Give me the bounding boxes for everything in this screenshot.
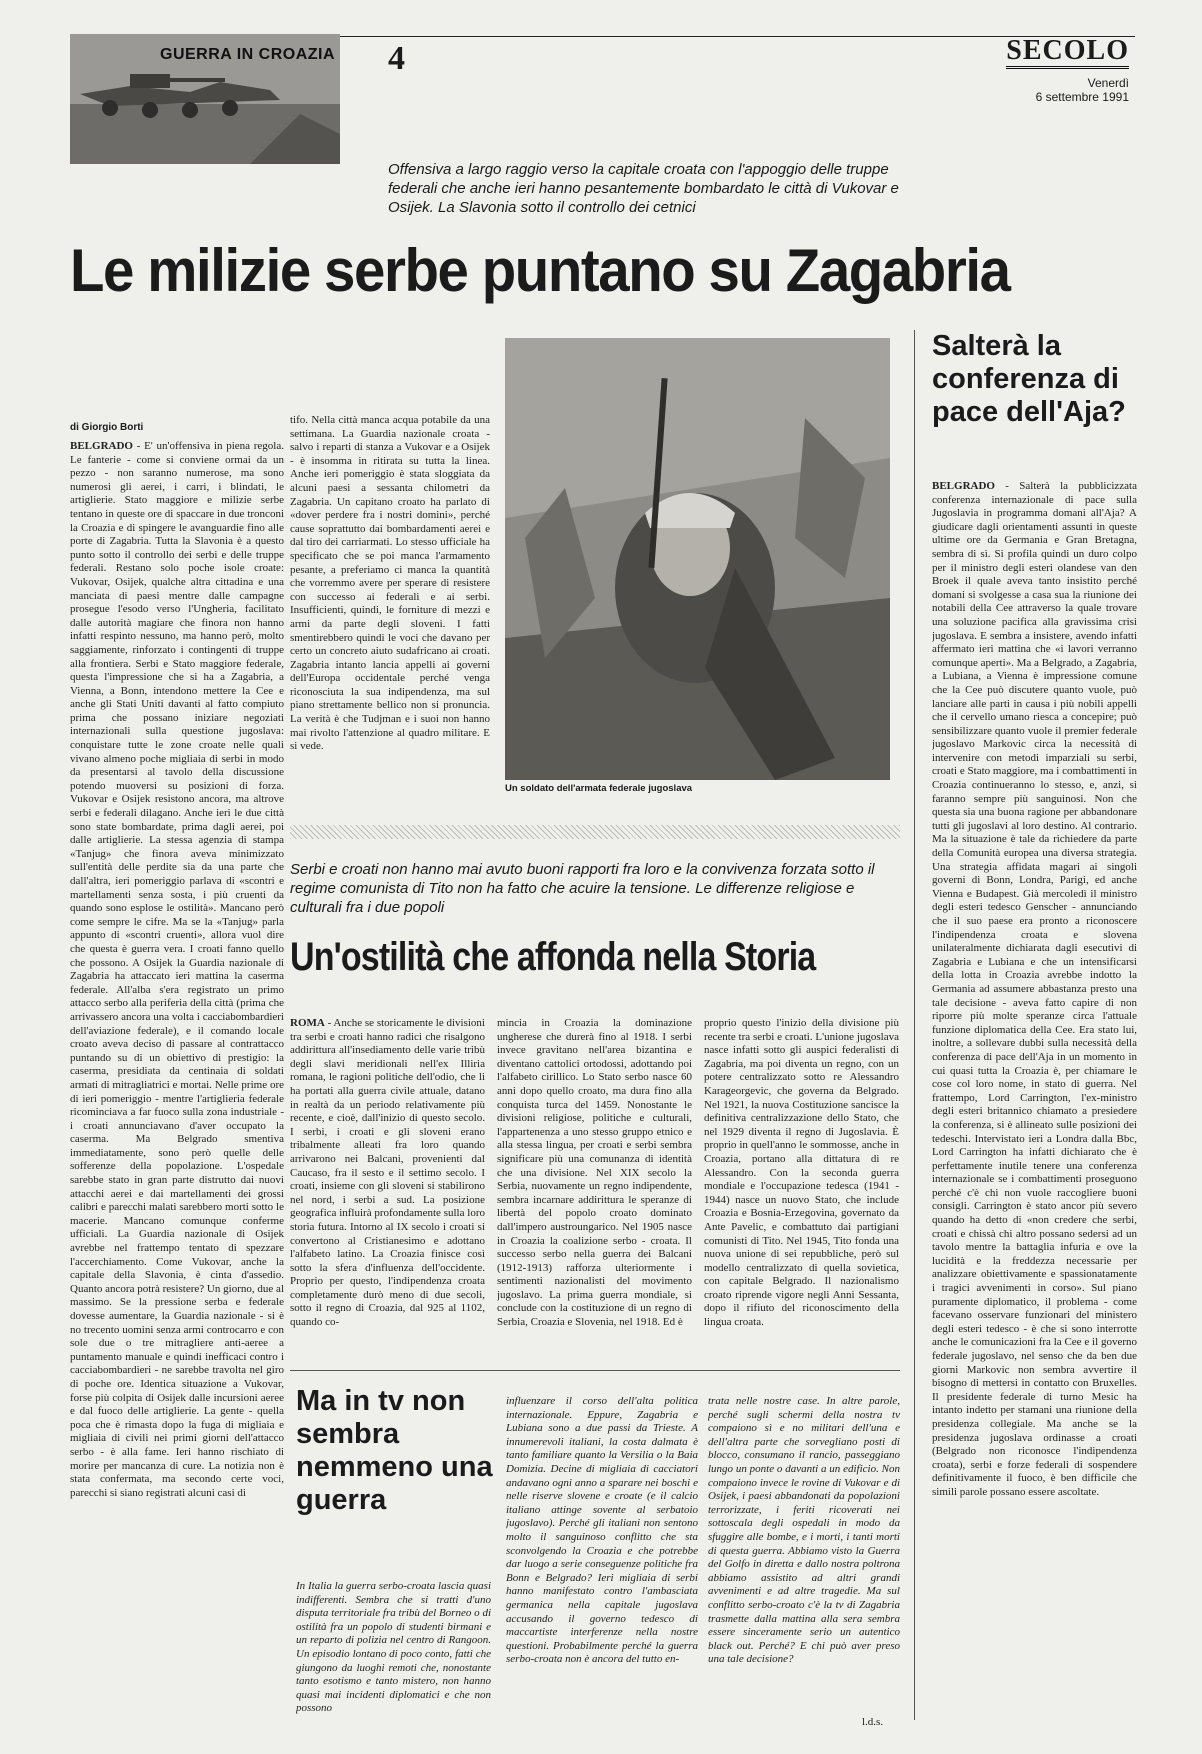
history-column-2: mincia in Croazia la dominazione ungherese che durerà fino al 1918. I serbi invece gravitano nell'area bizantina e diventano cattolici ortodossi, adottando poi l'alfabeto cirillico. Lo Stato serbo nasce 60 anni dopo quello croato, ma dura fino alla conquista turca del 1459. Nonostante le divisioni religiose, politiche e culturali, l'appartenenza a uno stesso gruppo etnico e alla stessa lingua, per croati e serbi sembra significare più una comunanza di identità che una divisione. Nel XIX secolo la Serbia, nuovamente un regno indipendente, sembra incarnare addirittura le speranze di libertà del popolo croato dominato dall'impero austroungarico. Nel 1905 nasce in Croazia la coalizione serbo - croata. Il successo serbo nella guerra dei Balcani (1912-1913) rafforza ulteriormente i sentimenti nazionalisti del movimento jugoslavo. La prima guerra mondiale, si conclude con la costituzione di un regno di Serbia, Croazia e Slovenia, nel 1918. Ed è bbox=[497, 1017, 692, 1329]
main-article-column-2: tifo. Nella città manca acqua potabile da una settimana. La Guardia nazionale croata - salvo i reparti di stanza a Vukovar e a Osijek - è insomma in ritirata su tutta la linea. Anche ieri pomeriggio è stata sloggiata da alcuni paesi a sessanta chilometri da Zagabria. Un capitano croato ha parlato di «dover perdere fra i nostri domini», perché cause soprattutto dai bombardamenti aerei e dal tiro dei carriarmati. Lo stesso ufficiale ha specificato che se poi manca l'armamento pesante, a preferiamo ci manca la quantità che vorremmo avere per sperare di resistere con successo ai federali e ai serbi. Insufficienti, quindi, le forniture di mezzi e armi da parte degli sloveni. I fatti smentirebbero quindi le voci che davano per certo un concreto aiuto sudafricano ai croati. Zagabria intanto lancia appelli ai governi dell'Europa occidentale perché venga riconosciuta la sua indipendenza, ma sul piano strettamente bellico non si pronuncia. La verità è che Tudjman e i suoi non hanno mai rivolto l'attenzione al quadro militare. E si vede. bbox=[290, 414, 490, 753]
side-article-column bbox=[932, 480, 1137, 1720]
main-headline: Le milizie serbe puntano su Zagabria bbox=[70, 237, 1010, 304]
tv-column-1: In Italia la guerra serbo-croata lascia quasi indifferenti. Sembra che si tratti d'uno disputa territoriale fra tribù del Borneo o di ostilità fra un popolo di studenti birmani e un reparto di polizia nel centro di Rangoon. Un episodio lontano di poco conto, fatti che giungono da luoghi remoti che, nonostante tanto esotismo e tanto mistero, non hanno quasi mai incidenti diplomatici e che non possono bbox=[296, 1580, 491, 1715]
column-divider bbox=[914, 330, 915, 1720]
tv-column-2: influenzare il corso dell'alta politica internazionale. Eppure, Zagabria e Lubiana sono a due passi da Trieste. A innumerevoli italiani, la costa dalmata è tanto familiare quanto la Versilia o la Baia Domizia. Decine di migliaia di cacciatori andavano ogni anno a sparare nei boschi e nelle riserve slovene e croate (e il calcio italiano attinge sovente al serbatoio jugoslavo). Perché gli italiani non sentono molto il sanguinoso conflitto che sta sconvolgendo la Croazia e che potrebbe dar luogo a serie conseguenze politiche fra Bonn e Belgrado? Ieri migliaia di serbi hanno manifestato contro l'ambasciata germanica nella capitale jugoslava accusando il governo tedesco di maccartiste interferenze nella nostre questioni. Probabilmente perché la guerra serbo-croata non è ancora del tutto en- bbox=[506, 1395, 698, 1666]
main-article-column-1 bbox=[70, 440, 284, 1710]
page-number: 4 bbox=[388, 40, 405, 77]
decorative-strip bbox=[290, 825, 900, 839]
author-signature: l.d.s. bbox=[862, 1716, 884, 1728]
byline: di Giorgio Borti bbox=[70, 422, 144, 433]
main-kicker: Offensiva a largo raggio verso la capitale croata con l'appoggio delle truppe federali che anche ieri hanno pesantemente bombardato le città di Vukovar e Osijek. La Slavonia sotto il controllo dei cetnici bbox=[388, 161, 899, 216]
box-divider bbox=[290, 1370, 900, 1371]
history-column-3: proprio questo l'inizio della divisione più recente tra serbi e croati. L'unione jugoslava nasce infatti sotto gli auspici federalisti di Zagabria, ma poi diventa un regno, con un potere centralizzato sotto re Alessandro Karageorgevic, che governa da Belgrado. Nel 1921, la nuova Costituzione sancisce la definitiva centralizzazione dello Stato, che nel 1929 diventa il regno di Jugoslavia. È proprio in quell'anno le sommosse, anche in Croazia, portano alla dittatura di re Alessandro. Con la seconda guerra mondiale e l'occupazione tedesca (1941 - 1944) nasce un nuovo Stato, che include Croazia e Bosnia-Erzegovina, governato da Ante Pavelic, e combattuto dai partigiani comunisti di Tito. Nel 1945, Tito fonda una nuova unione di sei repubbliche, però sul modello centralizzato di quella sovietica, con capitale Belgrado. Il nazionalismo croato riprende vigore negli Anni Sessanta, dopo il rifiuto del riconoscimento della lingua croata. bbox=[704, 1017, 899, 1329]
history-dateline: ROMA bbox=[290, 1017, 325, 1029]
tv-headline: Ma in tv non sembra nemmeno una guerra bbox=[296, 1385, 493, 1516]
side-article-text: - Salterà la pubblicizzata conferenza internazionale di pace sulla Jugoslavia in programma domani all'Aja? A giudicare dagli orientamenti assunti in queste ultime ore da Germania e Gran Bretagna, sembra di sì. Si profila quindi un duro colpo per il ministro degli esteri olandese van den Broek il quale aveva tanto insistito perché domani si svolgesse a casa sua la riunione dei notabili della Cee attraverso la quale trovare una soluzione pacifica alla gravissima crisi jugoslava. E sembra a insistere, avendo infatti affermato ieri mattina che «i lavori verranno comunque aperti». Ma a Belgrado, a Zagabria, a Lubiana, a Vienna è impressione comune che la Cee può discutere quanto vuole, può lanciare alle parti in causa i più nobili appelli che il cervello umano riesca a concepire; può sensibilizzare quanto vuole il premier federale jugoslavo Markovic circa la necessità di intervenire con metodi imparziali su serbi, croati e Stato maggiore, ma i combattimenti in Croazia continueranno lo stesso, e, anzi, si faranno sempre più sanguinosi. Non che questa sia una buona ragione per abbandonare tutti gli jugoslavi al loro destino. Al contrario. Ma la situazione è tale da richiedere da parte della Comunità europea una diversa strategia. Una strategia affidata magari ai singoli governi di Bonn, Londra, Parigi, ed anche Vienna e Budapest. Già mercoledì il ministro degli esteri tedesco Genscher - annunciando che il suo paese era pronto a riconoscere l'indipendenza croata e slovena unilateralmente dichiarata dagli esecutivi di Zagabria e Lubiana e che un intensificarsi della lotta in Croazia avrebbe indotto la Germania ad assumere abbastanza presto una tale decisione - aveva fatto capire di non riporre più molte speranze circa l'attuale funzione diplomatica della Cee. Era stato lui, inoltre, a sollevare dubbi sulla necessità della conferenza di pace dell'Aja in un momento in cui quasi tutta la Croazia è, per chiamare le cose col loro nome, in stato di guerra. Nel frattempo, Lord Carrington, l'ex-ministro degli esteri britannico chiamato a presiedere la conferenza, si è allineato sulle posizioni dei tedeschi. Intervistato ieri a Londra dalla Bbc, Lord Carrington ha infatti dichiarato che è perfettamente inutile tenere una conferenza internazionale se i combattimenti proseguono perché c'è chi non vuole raccogliere buoni consigli. Carrington è stato ancor più severo quando ha detto di «non credere che serbi, croati e chissà chi altro possano sedersi ad un tavolo mentre la battaglia infuria e ove la lucidità e la freddezza necessarie per analizzare obiettivamente e spassionatamente i tragici avvenimenti in corso». Sul piano puramente diplomatico, il problema - come facevano osservare funzionari del ministero degli esteri tedesco - è che si sono interrotte anche le comunicazioni fra la Cee e il governo federale jugoslavo, nel senso che da ben due giorni Markovic non sembra avvertire il bisogno di mettersi in contatto con Bruxelles. Il presidente federale di turno Mesic ha intanto indetto per stamani una riunione della presidenza collegiale. Ma anche se la presidenza jugoslava ordinasse a croati (Belgrado non riconosce l'indipendenza croata), serbi e forze federali di sospendere definitivamente il fuoco, è ben difficile che simili parole possano essere ascoltate. bbox=[932, 480, 1137, 1498]
photo-caption: Un soldato dell'armata federale jugoslava bbox=[505, 783, 693, 794]
main-dateline: BELGRADO bbox=[70, 440, 133, 452]
side-dateline: BELGRADO bbox=[932, 480, 995, 492]
history-column-1 bbox=[290, 1017, 485, 1362]
history-kicker: Serbi e croati non hanno mai avuto buoni rapporti fra loro e la convivenza forzata sotto il regime comunista di Tito non ha fatto che acuire la tensione. Le differenze religiose e culturali fra i due popoli bbox=[290, 861, 875, 916]
tv-column-3: trata nelle nostre case. In altre parole, perché sugli schermi della nostra tv compaiono sì e no militari dell'una e dell'altra parte che sorvegliano posti di blocco, consumano il rancio, passeggiano lungo un ponte o davanti a un edificio. Non compaiono invece le rovine di Vukovar e di Osijek, i paesi abbandonati da popolazioni terrorizzate, i feriti ricoverati nei sottoscala degli ospedali in modo da sfuggire alle bombe, e i morti, i tanti morti di questa guerra. Abbiamo visto la Guerra del Golfo in diretta e dallo nostra poltrona abbiamo assistito ad altri grandi avvenimenti e ad altre tragedie. Ma sul conflitto serbo-croato c'è la tv di Zagabria trasmette dalla mattina alla sera sembra essere sinceramente serio un autentico black out. Perché? E chi può aver preso una tale decisione? bbox=[708, 1395, 900, 1666]
issue-day: Venerdì bbox=[1087, 76, 1129, 90]
history-headline: Un'ostilità che affonda nella Storia bbox=[290, 935, 816, 979]
main-article-text-1: - E' un'offensiva in piena regola. Le fanterie - come si conviene ormai da un pezzo - non saranno numerose, ma sono numerosi gli aerei, i carri, i blindati, le artiglierie. Stato maggiore e milizie serbe tentano in queste ore di spaccare in due tronconi la Croazia e di spingere le avanguardie fino alle porte di Zagabria. Tutta la Slavonia è a questo punto sotto il controllo dei serbi e delle truppe federali. Restano solo poche isole croate: Vukovar, Osijek, qualche altra cittadina e una manciata di paesi mentre dalle campagne prosegue l'esodo verso l'Ungheria, facilitato dalle autorità magiare che finora non hanno infatti respinto nessuno, ma hanno però, molto saggiamente, rinforzato i contingenti di truppe alla frontiera. Serbi e Stato maggiore federale, questa l'impressione che si ha a Zagabria, a Vienna, a Bonn, intendono mettere la Cee e anche gli Stati Uniti davanti al fatto compiuto prima che possano iniziare negoziati internazionali sulla questione jugoslava: conquistare tutte le zone croate nelle quali vivano almeno poche migliaia di serbi in modo da presentarsi al tavolo della discussione potendo muoversi su posizioni di forza. Vukovar e Osijek resistono ancora, ma altrove serbi e federali dilagano. Anche ieri le due città sono state bombardate, prima dagli aerei, poi dalle artiglierie. La stessa agenzia di stampa «Tanjug» che finora aveva minimizzato sull'entità delle perdite sia da una parte che dall'altra, ieri pomeriggio parlava di «scontri e martellamenti senza sosta, i più cruenti da quando sono esplose le ostilità». Mancano però come sempre le cifre. Ma se la «Tanjug» parla appunto di «scontri cruenti», allora vuol dire che questa è guerra vera. I croati fanno quello che possono. A Osijek la Guardia nazionale di Zagabria ha attaccato ieri mattina la caserma federale. All'alba s'era registrato un primo attacco serbo alla periferia della città (prima che arrivassero ancora una volta i cacciabombardieri dell'aviazione federale), e il comando locale croato aveva deciso di passare al contrattacco puntando su di un obiettivo di prestigio: la caserma, presidiata da centinaia di soldati armati di mitragliatrici e mortai. Nelle prime ore di ieri pomeriggio - mentre l'artiglieria federale ricominciava a far fuoco sulla zona industriale - i croati annunciavano d'aver occupato la caserma. Ma Belgrado smentiva immediatamente, sono però quelle delle sofferenze della popolazione. L'ospedale sarebbe stato in gran parte distrutto dai nuovi attacchi aerei e dai martellamenti dei grossi calibri e parecchi malati sarebbero morti sotto le macerie. Mancano comunque conferme ufficiali. La Guardia nazionale di Osijek avrebbe nel frattempo tentato di spezzare l'accerchiamento. Come Vukovar, anche la capitale della Slavonia, è cinta d'assedio. Quanto ancora potrà resistere? Un giorno, due al massimo. Se la pressione serba e federale dovesse aumentare, la Guardia nazionale - si è no trecento uomini senza armi controcarro e con sole due o tre mitragliere anti-aeree a puntamento manuale e quindi inefficaci contro i cacciabombardieri - ne sarebbe travolta nel giro di poche ore. Identica situazione a Vukovar, forse più colpita di Osijek dalle incursioni aeree e dal fuoco delle artiglierie. La gente - quella poca che è rimasta dopo la fuga di migliaia e migliaia di civili nei primi giorni dell'attacco serbo - è alla fame. Ieri hanno rischiato di morire per mancanza di cure. La notizia non è stata confermata, ma secondo certe voci, parecchi si siano registrati alcuni casi di bbox=[70, 440, 284, 1499]
newspaper-name: SECOLO bbox=[1006, 36, 1129, 69]
history-text-1: - Anche se storicamente le divisioni tra serbi e croati hanno radici che risalgono addirittura all'insediamento delle varie tribù degli slavi meridionali nell'ex Illiria romana, le ragioni politiche dell'odio, che li ha portati alla guerra civile attuale, datano in realtà da un periodo relativamente più recente, e cioè, dall'inizio di questo secolo. I serbi, i croati e gli sloveni erano tribalmente alleati fra loro quando arrivarono nei Balcani, provenienti dal Caucaso, fra il sesto e il settimo secolo. I croati, insieme con gli sloveni si stabilirono nel nord, i serbi a sud. La posizione geografica influirà profondamente sulla loro storia futura. Intorno al IX secolo i croati si convertono al Cristianesimo e adottano l'alfabeto latino. La Croazia finisce così sotto la sfera d'influenza dell'occidente. Proprio per questo, l'indipendenza croata completamente durò meno di due secoli, sotto il regno di Croazia, dal 925 al 1102, quando co- bbox=[290, 1017, 485, 1329]
soldier-photo bbox=[505, 338, 890, 780]
issue-date-text: 6 settembre 1991 bbox=[1035, 90, 1129, 104]
issue-date bbox=[1036, 76, 1129, 104]
section-label: GUERRA IN CROAZIA bbox=[160, 46, 336, 63]
masthead bbox=[70, 34, 1135, 164]
side-headline: Salterà la conferenza di pace dell'Aja? bbox=[932, 330, 1126, 428]
